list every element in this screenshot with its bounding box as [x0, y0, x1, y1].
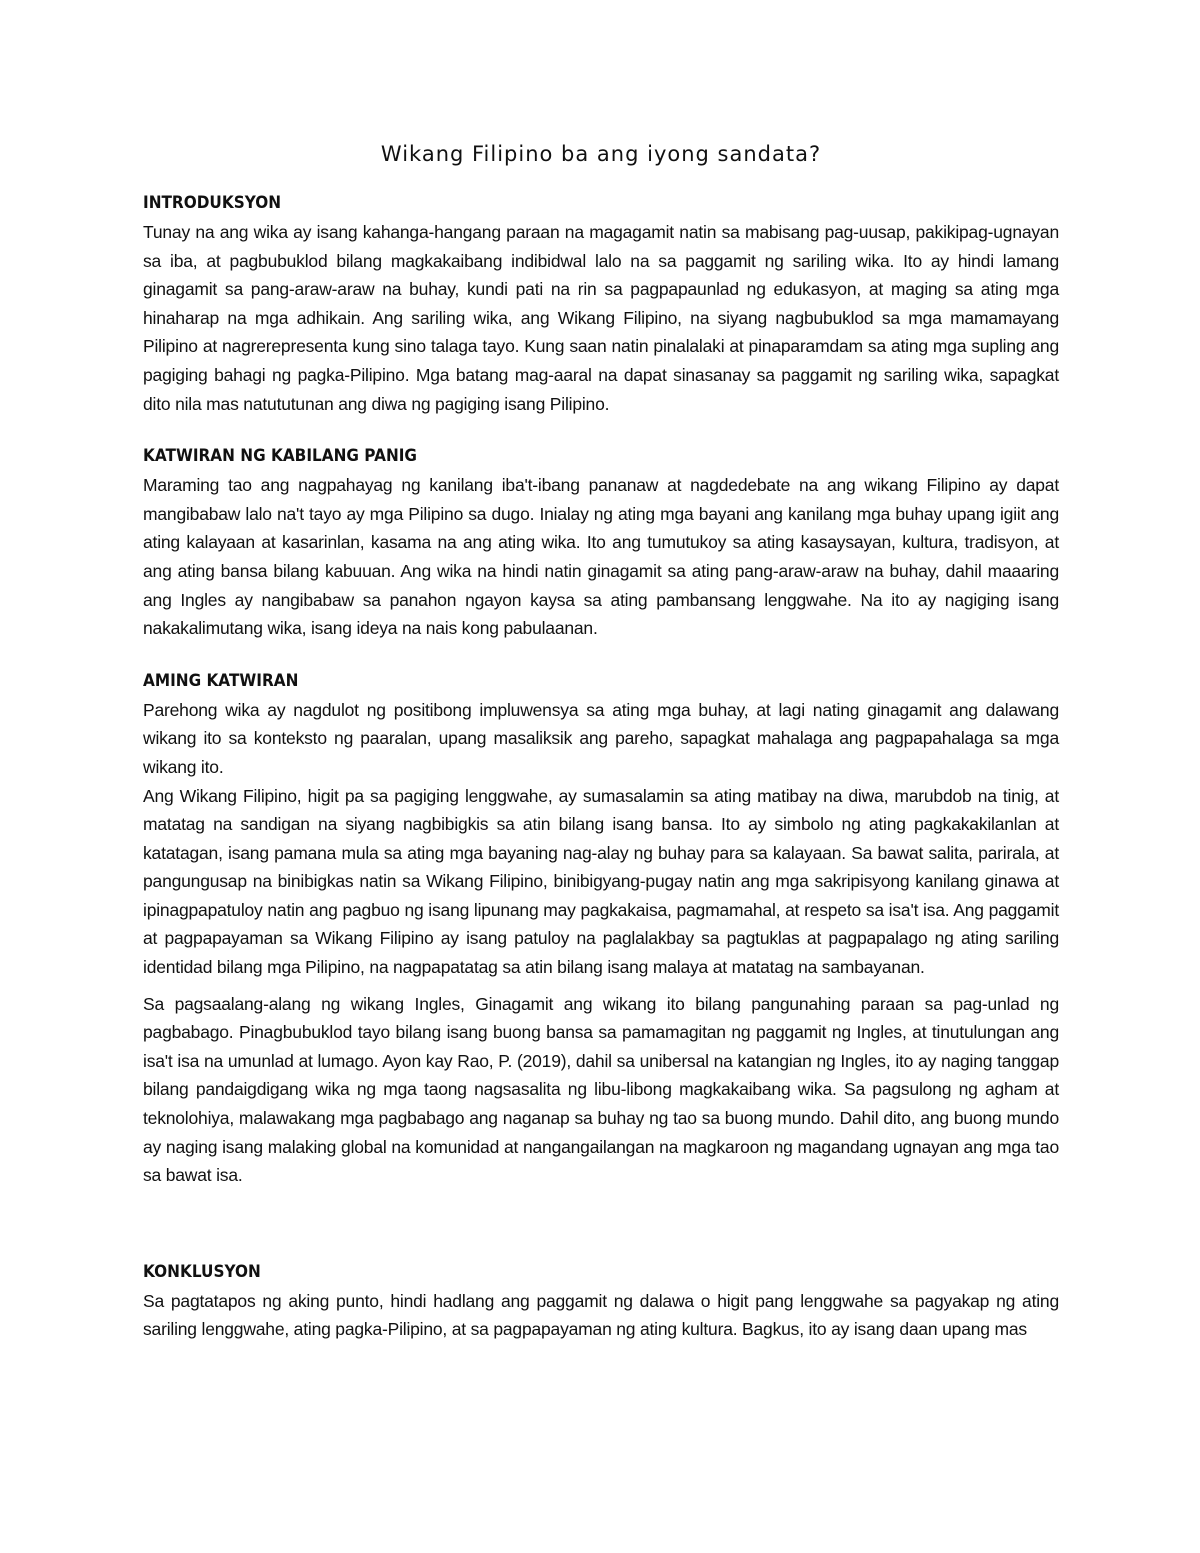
paragraph: Tunay na ang wika ay isang kahanga-hangang paraan na magagamit natin sa mabisang pag-uusap, pakikipag-ugnayan sa iba, at pagbubuklod bilang magkakaibang indibidwal lalo na sa paggamit ng sariling wika. Ito ay hindi lamang ginagamit sa pang-araw-araw na buhay, kundi pati na rin sa pagpapaunlad ng edukasyon, at maging sa ating mga hinaharap na mga adhikain. Ang sariling wika, ang Wikang Filipino, na siyang nagbubuklod sa mga mamamayang Pilipino at nagrerepresenta kung sino talaga tayo. Kung saan natin pinalalaki at pinaparamdam sa ating mga supling ang pagiging bahagi ng pagka-Pilipino. Mga batang mag-aaral na dapat sinasanay sa paggamit ng sariling wika, sapagkat dito nila mas natututunan ang diwa ng pagiging isang Pilipino.	[143, 222, 1059, 414]
paragraph: Maraming tao ang nagpahayag ng kanilang iba't-ibang pananaw at nagdedebate na ang wikang Filipino ay dapat mangibabaw lalo na't tayo ay mga Pilipino sa dugo. Inialay ng ating mga bayani ang kanilang mga buhay upang igiit ang ating kalayaan at kasarinlan, kasama na ang ating wika. Ito ang tumutukoy sa ating kasaysayan, kultura, tradisyon, at ang ating bansa bilang kabuuan. Ang wika na hindi natin ginagamit sa ating pang-araw-araw na buhay, dahil maaaring ang Ingles ay nangibabaw sa panahon ngayon kaysa sa ating pambansang lenggwahe. Na ito ay nagiging isang nakakalimutang wika, isang ideya na nais kong pabulaanan.	[143, 475, 1059, 639]
section-konklusyon	[143, 1259, 1059, 1344]
section-heading: AMING KATWIRAN	[143, 670, 299, 691]
section-spacer	[143, 1215, 1059, 1259]
document-body	[143, 138, 1059, 1344]
paragraph-spacer	[143, 982, 1059, 990]
paragraph: Sa pagsaalang-alang ng wikang Ingles, Ginagamit ang wikang ito bilang pangunahing paraan sa pag-unlad ng pagbabago. Pinagbubuklod tayo bilang isang buong bansa sa pamamagitan ng paggamit ng Ingles, at tinutulungan ang isa't isa na umunlad at lumago. Ayon kay Rao, P. (2019), dahil sa unibersal na katangian ng Ingles, ito ay naging tanggap bilang pandaigdigang wika ng mga taong nagsasalita ng libu-libong magkakaibang wika. Sa pagsulong ng agham at teknolohiya, malawakang mga pagbabago ang naganap sa buhay ng tao sa buong mundo. Dahil dito, ang buong mundo ay naging isang malaking global na komunidad at nangangailangan na magkaroon ng magandang ugnayan ang mga tao sa bawat isa.	[143, 993, 1059, 1186]
section-katwiran-ng-kabilang-panig	[143, 443, 1059, 643]
section-heading: KONKLUSYON	[143, 1261, 261, 1282]
paragraph: Ang Wikang Filipino, higit pa sa pagiging lenggwahe, ay sumasalamin sa ating matibay na diwa, marubdob na tinig, at matatag na sandigan na siyang nagbibigkis sa atin bilang isang bansa. Ito ay simbolo ng ating pagkakakilanlan at katatagan, isang pamana mula sa ating mga bayaning nag-alay ng buhay para sa kalayaan. Sa bawat salita, parirala, at pangungusap na binibigkas natin sa Wikang Filipino, binibigyang-pugay natin ang mga sakripisyong kanilang ginawa at ipinagpapatuloy natin ang pagbuo ng isang lipunang may pagkakaisa, pagmamahal, at respeto sa isa't isa. Ang paggamit at pagpapayaman sa Wikang Filipino ay isang patuloy na paglalakbay sa pagtuklas at pagpapalago ng ating sariling identidad bilang mga Pilipino, na nagpapatatag sa atin bilang isang malaya at matatag na sambayanan.	[143, 785, 1059, 978]
section-aming-katwiran	[143, 668, 1059, 1190]
document-title: Wikang Filipino ba ang iyong sandata?	[380, 142, 822, 166]
section-introduksyon	[143, 190, 1059, 418]
paragraph: Sa pagtatapos ng aking punto, hindi hadlang ang paggamit ng dalawa o higit pang lenggwahe sa pagyakap ng ating sariling lenggwahe, ating pagka-Pilipino, at sa pagpapayaman ng ating kultura. Bagkus, ito ay isang daan upang mas	[143, 1290, 1059, 1340]
section-heading: INTRODUKSYON	[143, 193, 282, 213]
paragraph: Parehong wika ay nagdulot ng positibong impluwensya sa ating mga buhay, at lagi nating ginagamit ang dalawang wikang ito sa konteksto ng paaralan, upang masaliksik ang pareho, sapagkat mahalaga ang pagpapahalaga sa mga wikang ito.	[143, 699, 1059, 777]
section-heading: KATWIRAN NG KABILANG PANIG	[143, 446, 418, 467]
